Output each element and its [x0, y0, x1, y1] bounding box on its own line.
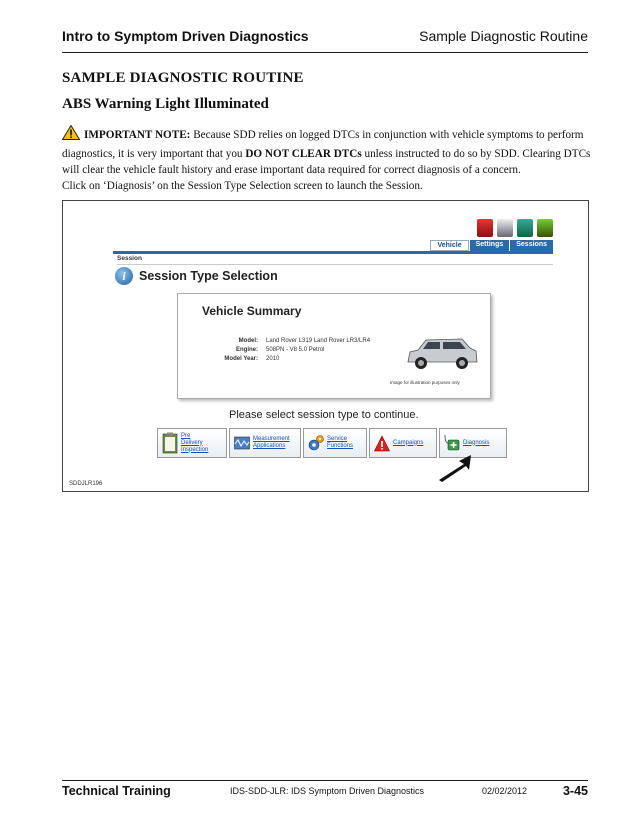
- sdd-app-window: [113, 215, 553, 465]
- footer-left: Technical Training: [62, 784, 171, 798]
- info-icon: i: [115, 267, 133, 285]
- vehicle-image-caption: Image for illustration purposes only: [390, 380, 460, 385]
- footer-date: 02/02/2012: [482, 786, 528, 796]
- tab-sessions[interactable]: Sessions: [509, 240, 553, 251]
- header-rule: [62, 52, 588, 53]
- note-emphasis: DO NOT CLEAR DTCs: [245, 147, 362, 160]
- vehicle-summary-title: Vehicle Summary: [202, 304, 302, 318]
- tab-vehicle[interactable]: Vehicle: [430, 240, 468, 251]
- important-note: [62, 125, 592, 179]
- engine-value: 508PN - V8 5.0 Petrol: [266, 347, 325, 353]
- model-year-value: 2010: [266, 356, 280, 362]
- instruction-text: Click on ‘Diagnosis’ on the Session Type Selection screen to launch the Session.: [62, 180, 423, 192]
- note-label: IMPORTANT NOTE:: [84, 129, 191, 141]
- note-text-after: unless instructed to do so by SDD. Clearing DTCs will clear the vehicle fault history and erase important data required for correct diagnosis of a concern.: [62, 147, 591, 176]
- pdi-button-label: Pre Delivery Inspection: [181, 432, 209, 453]
- vehicle-summary-fields: [178, 338, 370, 365]
- jaguar-landrover-icon[interactable]: [537, 219, 553, 237]
- model-row: [178, 338, 370, 347]
- page-header: [62, 28, 588, 50]
- waveform-icon: [234, 432, 250, 454]
- service-functions-button[interactable]: [303, 428, 367, 458]
- footer-rule: [62, 780, 588, 781]
- service-functions-label: Service Functions: [327, 436, 354, 449]
- measurement-applications-label: Measurement Applications: [253, 436, 290, 449]
- model-value: Land Rover L319 Land Rover LR3/LR4: [266, 338, 371, 344]
- pointer-arrow-icon: [435, 453, 475, 483]
- session-breadcrumb: Session: [117, 254, 553, 265]
- section-subheading: ABS Warning Light Illuminated: [62, 96, 269, 112]
- engine-key: Engine:: [236, 347, 258, 353]
- vehicle-interface-icon[interactable]: [497, 219, 513, 237]
- engine-row: [178, 347, 370, 356]
- battery-icon[interactable]: [517, 219, 533, 237]
- clipboard-icon: [162, 432, 178, 454]
- page-number: 3-45: [562, 784, 588, 798]
- diagnosis-label: Diagnosis: [463, 439, 490, 446]
- tab-settings[interactable]: Settings: [469, 240, 510, 251]
- campaigns-button[interactable]: [369, 428, 437, 458]
- model-year-key: Model Year:: [224, 356, 258, 362]
- diagnostic-device-icon[interactable]: [477, 219, 493, 237]
- measurement-applications-button[interactable]: [229, 428, 301, 458]
- section-heading: SAMPLE DIAGNOSTIC ROUTINE: [62, 70, 304, 86]
- campaigns-label: Campaigns: [393, 439, 424, 446]
- header-left-title: Intro to Symptom Driven Diagnostics: [62, 28, 309, 44]
- session-title-row: [115, 267, 278, 285]
- page-footer: [62, 784, 588, 800]
- pdi-button[interactable]: [157, 428, 227, 458]
- screenshot-figure: [62, 200, 589, 492]
- model-year-row: [178, 356, 370, 365]
- stethoscope-icon: [444, 432, 460, 454]
- vehicle-summary-panel: [177, 293, 491, 399]
- top-tabs: [430, 240, 553, 251]
- model-key: Model:: [238, 338, 258, 344]
- session-title: Session Type Selection: [139, 269, 278, 283]
- warning-triangle-icon: [374, 432, 390, 454]
- header-right-title: Sample Diagnostic Routine: [419, 28, 588, 44]
- footer-center: IDS-SDD-JLR: IDS Symptom Driven Diagnostics: [230, 786, 425, 796]
- note-text-before: Because SDD relies on logged DTCs in conjunction with vehicle symptoms to perform diagnostics, it is very important that you: [62, 129, 584, 160]
- vehicle-image: [404, 332, 480, 374]
- session-prompt: Please select session type to continue.: [229, 409, 419, 421]
- warning-icon: [62, 125, 80, 146]
- figure-code: SDDJLR196: [69, 481, 103, 487]
- toolbar-icons: [477, 219, 553, 241]
- gears-icon: [308, 432, 324, 454]
